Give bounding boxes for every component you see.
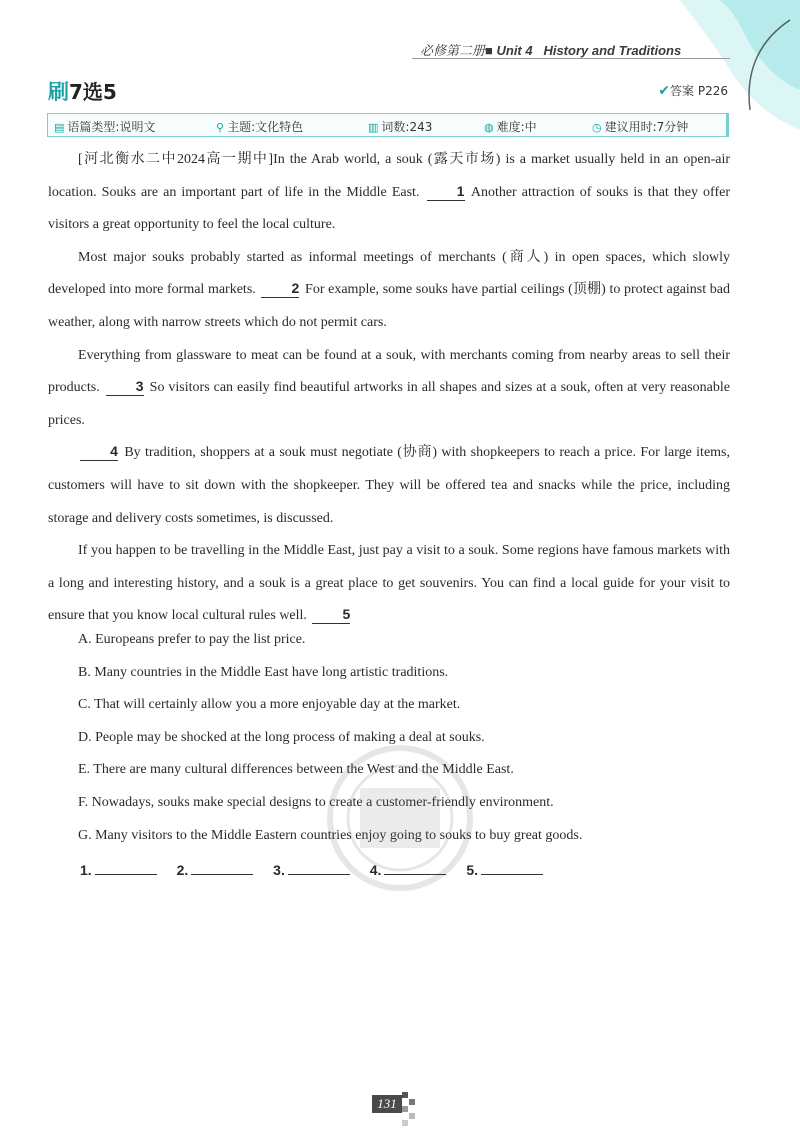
option-d: D. People may be shocked at the long process of making a deal at souks.	[78, 729, 485, 745]
magnifier-icon: ⚲	[216, 121, 225, 134]
answer-slot-2-label: 2.	[176, 862, 189, 878]
answer-blank-5[interactable]	[481, 860, 543, 875]
option-a: A. Europeans prefer to pay the list price.	[78, 632, 306, 647]
option-f: F. Nowadays, souks make special designs to create a customer-friendly environment.	[78, 794, 554, 810]
paragraph-4-text: By tradition, shoppers at a souk must negotiate (协商) with shopkeepers to reach a price. For large items, customers will have to sit down with the shopkeeper. They will be offered tea and snacks while the price, including storage and delivery costs sometimes, is discussed.	[48, 445, 731, 526]
source-tag: [河北衡水二中2024高一期中]	[78, 152, 274, 167]
header-rule	[412, 58, 730, 59]
blank-1: 1	[427, 182, 465, 201]
blank-4: 4	[80, 442, 118, 461]
paragraph-2-text-a: Most major souks probably started as informal meetings of merchants (商人) in open spaces, which slowly developed into more formal markets.	[48, 249, 730, 298]
info-difficulty	[484, 118, 537, 135]
answer-blank-3[interactable]	[288, 860, 350, 875]
info-theme-text: 主题:文化特色	[227, 120, 304, 134]
answer-slot-3-label: 3.	[273, 862, 285, 878]
option-e: E. There are many cultural differences between the West and the Middle East.	[78, 762, 514, 778]
info-genre-text: 语篇类型:说明文	[67, 120, 156, 134]
option-g: G. Many visitors to the Middle Eastern countries enjoy going to souks to buy great goods.	[78, 827, 583, 843]
paragraph-4	[48, 437, 730, 535]
page-number: 131	[372, 1095, 402, 1113]
info-theme	[216, 118, 303, 135]
checkmark-icon: ✔	[658, 83, 671, 99]
answer-line	[80, 860, 559, 878]
info-bar	[47, 113, 729, 137]
info-genre	[54, 118, 155, 135]
info-time	[592, 118, 688, 135]
brush-glyph: 刷	[48, 80, 69, 104]
paragraph-2-text-b: For example, some souks have partial ceilings (顶棚) to protect against bad weather, along with narrow streets which do not permit cars.	[48, 282, 730, 330]
paragraph-3	[48, 340, 730, 438]
gauge-icon: ◍	[484, 121, 494, 134]
answer-blank-1[interactable]	[95, 860, 157, 875]
answer-slot-1[interactable]	[80, 860, 157, 878]
paragraph-1-text-a: In the Arab world, a souk (露天市场) is a market usually held in an open-air location. Souks are an important part of life in the Middle East.	[48, 152, 731, 200]
running-header	[420, 40, 681, 59]
header-topic: History and Traditions	[543, 43, 682, 58]
answer-reference	[658, 82, 728, 99]
paragraph-1-text-b: Another attraction of souks is that they offer visitors a great opportunity to feel the local culture.	[48, 184, 730, 233]
option-b: B. Many countries in the Middle East have long artistic traditions.	[78, 664, 449, 680]
answer-blank-2[interactable]	[191, 860, 253, 875]
info-word-count	[368, 118, 432, 135]
corner-brush-decoration	[650, 0, 800, 130]
paragraph-3-text-a: Everything from glassware to meat can be found at a souk, with merchants coming from nearby areas to sell their products.	[48, 347, 730, 396]
blank-3: 3	[106, 377, 144, 396]
answer-slot-3[interactable]	[273, 860, 350, 878]
page-number-decoration	[402, 1092, 416, 1130]
header-book: 必修第二册	[420, 43, 486, 58]
answer-slot-5-label: 5.	[466, 862, 478, 878]
paragraph-3-text-b: So visitors can easily find beautiful artworks in all shapes and sizes at a souk, often at very reasonable prices.	[48, 380, 730, 428]
paragraph-2	[48, 242, 730, 340]
option-c: C. That will certainly allow you a more enjoyable day at the market.	[78, 697, 461, 713]
document-icon: ▥	[368, 121, 379, 134]
header-mark: ■	[485, 43, 497, 58]
header-unit: Unit 4	[496, 43, 533, 58]
section-title-text: 7选5	[69, 80, 117, 104]
blank-5: 5	[312, 605, 350, 624]
section-title	[48, 76, 117, 106]
info-time-text: 建议用时:7分钟	[604, 120, 689, 134]
clock-icon: ◷	[592, 121, 602, 134]
paragraph-5-text: If you happen to be travelling in the Middle East, just pay a visit to a souk. Some regions have famous markets with a long and interesting history, and a souk is a great place to get souvenirs. You can find a local guide for your visit to ensure that you know local cultural rules well.	[48, 543, 730, 624]
answer-slot-2[interactable]	[177, 860, 254, 878]
answer-slot-4[interactable]	[370, 860, 447, 878]
answer-slot-4-label: 4.	[369, 862, 382, 878]
info-difficulty-text: 难度:中	[496, 120, 537, 134]
paragraph-5	[48, 535, 730, 633]
blank-2: 2	[261, 279, 299, 298]
info-word-count-text: 词数:243	[381, 120, 433, 134]
answer-slot-5[interactable]	[466, 860, 543, 878]
paragraph-1	[48, 144, 730, 242]
answer-blank-4[interactable]	[384, 860, 446, 875]
answer-reference-text: 答案 P226	[670, 84, 728, 98]
book-icon: ▤	[54, 121, 65, 134]
answer-slot-1-label: 1.	[80, 862, 92, 878]
passage	[48, 144, 730, 633]
